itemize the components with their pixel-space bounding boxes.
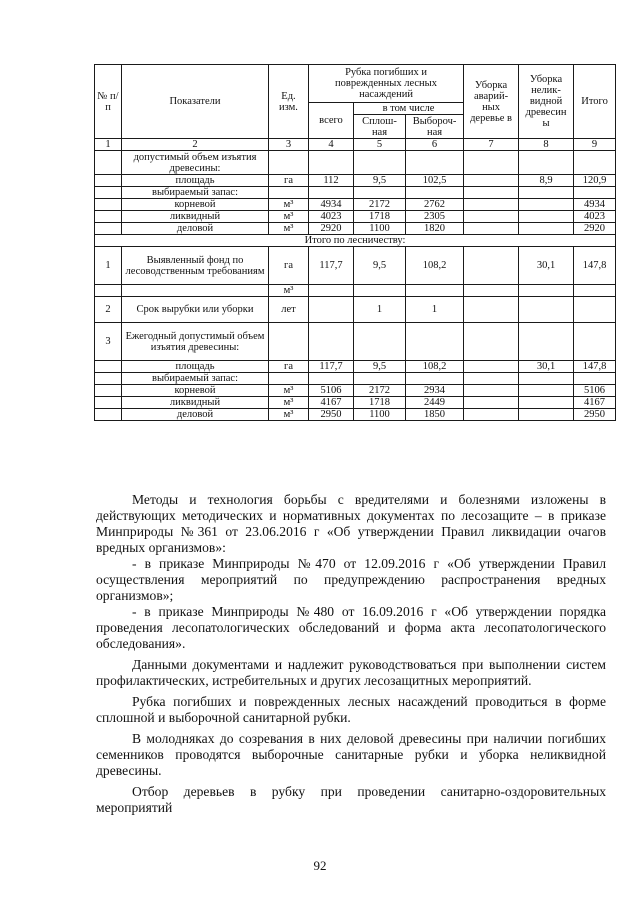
table-cell	[309, 285, 354, 297]
table-cell	[309, 187, 354, 199]
table-cell	[464, 409, 519, 421]
table-cell: 108,2	[406, 247, 464, 285]
table-row	[95, 211, 616, 223]
header-emergency: Уборка аварий-ных деревье в	[464, 65, 519, 139]
table-row	[95, 397, 616, 409]
table-cell: га	[269, 361, 309, 373]
table-cell	[519, 151, 574, 175]
table-cell: 112	[309, 175, 354, 187]
table-cell	[519, 373, 574, 385]
table-cell: 2950	[574, 409, 616, 421]
table-cell	[269, 373, 309, 385]
table-cell: 9,5	[354, 361, 406, 373]
table-cell	[519, 397, 574, 409]
table-cell: 9,5	[354, 175, 406, 187]
table-cell: м³	[269, 223, 309, 235]
table-cell: 2172	[354, 199, 406, 211]
column-number-cell: 1	[95, 139, 122, 151]
table-cell	[122, 285, 269, 297]
table-cell	[354, 285, 406, 297]
paragraph: - в приказе Минприроды №470 от 12.09.2016 г «Об утверждении Правил осуществления мероприятий по предупреждению распространения вредных организмов»;	[96, 556, 606, 603]
table-cell: 1718	[354, 211, 406, 223]
paragraph: Методы и технология борьбы с вредителями и болезнями изложены в действующих методических и нормативных документах по лесозащите – в приказе Минприроды №361 от 23.06.2016 г «Об утверждении Правил ликвидации очагов вредных организмов»:	[96, 492, 606, 555]
table-cell: 1100	[354, 409, 406, 421]
table-cell	[519, 285, 574, 297]
table-cell: 117,7	[309, 247, 354, 285]
table-cell: 9,5	[354, 247, 406, 285]
table-cell	[95, 373, 122, 385]
table-cell: м³	[269, 397, 309, 409]
table-cell: 147,8	[574, 361, 616, 373]
table-cell	[406, 187, 464, 199]
header-indicator: Показатели	[122, 65, 269, 139]
table-cell: 4167	[574, 397, 616, 409]
table-cell: Выявленный фонд по лесоводственным требованиям	[122, 247, 269, 285]
table-cell	[269, 323, 309, 361]
table-cell	[269, 151, 309, 175]
table-cell	[519, 297, 574, 323]
header-num: № п/п	[95, 65, 122, 139]
column-number-cell: 9	[574, 139, 616, 151]
table-cell: выбираемый запас:	[122, 373, 269, 385]
table-cell	[406, 323, 464, 361]
table-row	[95, 409, 616, 421]
header-unit: Ед. изм.	[269, 65, 309, 139]
paragraph: Данными документами и надлежит руководствоваться при выполнении систем профилактических, истребительных и других лесозащитных мероприятий.	[96, 657, 606, 688]
table-cell	[95, 409, 122, 421]
header-grand-total: Итого	[574, 65, 616, 139]
table-cell: 1820	[406, 223, 464, 235]
table-cell	[95, 285, 122, 297]
table-cell: 4934	[309, 199, 354, 211]
table-cell: м³	[269, 199, 309, 211]
table-cell: 108,2	[406, 361, 464, 373]
felling-table	[94, 64, 616, 421]
table-cell: 2920	[574, 223, 616, 235]
table-cell: 2762	[406, 199, 464, 211]
header-selective: Выбороч-ная	[406, 115, 464, 139]
table-cell: Ежегодный допустимый объем изъятия древесины:	[122, 323, 269, 361]
table-cell	[574, 297, 616, 323]
table-cell: площадь	[122, 175, 269, 187]
table-cell	[406, 151, 464, 175]
table-row	[95, 199, 616, 211]
table-cell	[519, 385, 574, 397]
table-cell	[95, 151, 122, 175]
table-cell	[464, 223, 519, 235]
header-felling-group: Рубка погибших и поврежденных лесных насаждений	[309, 65, 464, 103]
table-cell: 117,7	[309, 361, 354, 373]
header-illiquid: Уборка нелик-видной древесин ы	[519, 65, 574, 139]
section-title: Итого по лесничеству:	[95, 235, 616, 247]
table-cell: 4167	[309, 397, 354, 409]
table-cell: 30,1	[519, 361, 574, 373]
table-cell: 4934	[574, 199, 616, 211]
table-cell	[464, 385, 519, 397]
table-row	[95, 297, 616, 323]
table-row	[95, 223, 616, 235]
table-cell: ликвидный	[122, 397, 269, 409]
table-cell: Срок вырубки или уборки	[122, 297, 269, 323]
table-cell	[519, 187, 574, 199]
table-cell	[309, 373, 354, 385]
table-cell	[95, 361, 122, 373]
table-cell	[464, 247, 519, 285]
table-cell: 1	[95, 247, 122, 285]
table-cell	[354, 187, 406, 199]
table-cell: 1	[354, 297, 406, 323]
table-cell	[574, 323, 616, 361]
column-number-cell: 3	[269, 139, 309, 151]
table-row	[95, 175, 616, 187]
table-row	[95, 323, 616, 361]
table-cell: площадь	[122, 361, 269, 373]
column-number-cell: 6	[406, 139, 464, 151]
table-cell: 4023	[309, 211, 354, 223]
table-cell: лет	[269, 297, 309, 323]
table-cell	[269, 187, 309, 199]
table-cell	[95, 223, 122, 235]
body-text	[96, 492, 606, 816]
table-cell	[354, 151, 406, 175]
paragraph: Отбор деревьев в рубку при проведении санитарно-оздоровительных мероприятий	[96, 784, 606, 815]
table-cell	[574, 187, 616, 199]
table-cell: 2172	[354, 385, 406, 397]
page-number: 92	[313, 858, 327, 873]
table-cell	[519, 199, 574, 211]
table-cell: 5106	[309, 385, 354, 397]
table-cell	[464, 187, 519, 199]
paragraph: - в приказе Минприроды №480 от 16.09.2016 г «Об утверждении порядка проведения лесопатологических обследований и форма акта лесопатологического обследования».	[96, 604, 606, 651]
table-cell: 30,1	[519, 247, 574, 285]
table-cell	[95, 175, 122, 187]
table-cell	[354, 373, 406, 385]
header-clear: Сплош-ная	[354, 115, 406, 139]
column-number-cell: 4	[309, 139, 354, 151]
paragraph: Рубка погибших и поврежденных лесных насаждений проводиться в форме сплошной и выборочной санитарной рубки.	[96, 694, 606, 725]
table-cell: допустимый объем изъятия древесины:	[122, 151, 269, 175]
table-cell: 4023	[574, 211, 616, 223]
table-cell: 2449	[406, 397, 464, 409]
table-cell	[354, 323, 406, 361]
table-cell	[464, 373, 519, 385]
table-cell	[574, 151, 616, 175]
table-cell: 102,5	[406, 175, 464, 187]
table-cell: деловой	[122, 223, 269, 235]
table-cell: 147,8	[574, 247, 616, 285]
table-row	[95, 285, 616, 297]
table-cell	[406, 373, 464, 385]
table-cell: 1718	[354, 397, 406, 409]
table-cell	[574, 373, 616, 385]
table-cell: га	[269, 247, 309, 285]
table-cell: 2950	[309, 409, 354, 421]
table-row	[95, 385, 616, 397]
table-cell	[406, 285, 464, 297]
table-row	[95, 187, 616, 199]
table-cell	[309, 323, 354, 361]
table-cell	[464, 285, 519, 297]
column-number-row	[95, 139, 616, 151]
table-cell: 8,9	[519, 175, 574, 187]
table-cell	[464, 297, 519, 323]
table-cell	[464, 397, 519, 409]
table-cell: 1100	[354, 223, 406, 235]
column-number-cell: 8	[519, 139, 574, 151]
table-cell: м³	[269, 385, 309, 397]
table-cell	[519, 223, 574, 235]
table-cell: м³	[269, 409, 309, 421]
table-cell: 5106	[574, 385, 616, 397]
table-cell: 3	[95, 323, 122, 361]
table-cell: выбираемый запас:	[122, 187, 269, 199]
table-cell	[95, 199, 122, 211]
table-cell	[519, 409, 574, 421]
header-total: всего	[309, 103, 354, 139]
table-cell	[464, 199, 519, 211]
table-cell: м³	[269, 285, 309, 297]
table-cell	[464, 211, 519, 223]
column-number-cell: 7	[464, 139, 519, 151]
table-cell: 120,9	[574, 175, 616, 187]
table-cell	[519, 323, 574, 361]
table-cell	[309, 151, 354, 175]
table-cell: корневой	[122, 385, 269, 397]
section-row	[95, 235, 616, 247]
table-row	[95, 151, 616, 175]
table-cell: 1850	[406, 409, 464, 421]
table-cell: га	[269, 175, 309, 187]
column-number-cell: 5	[354, 139, 406, 151]
table-cell: деловой	[122, 409, 269, 421]
table-cell: 2934	[406, 385, 464, 397]
table-cell: корневой	[122, 199, 269, 211]
table-cell	[464, 361, 519, 373]
table-row	[95, 373, 616, 385]
table-cell	[95, 397, 122, 409]
table-row	[95, 361, 616, 373]
table-cell	[95, 211, 122, 223]
header-incl: в том числе	[354, 103, 464, 115]
table-cell: 2920	[309, 223, 354, 235]
table-cell: ликвидный	[122, 211, 269, 223]
table-cell	[309, 297, 354, 323]
paragraph: В молодняках до созревания в них деловой древесины при наличии погибших семенников проводятся выборочные санитарные рубки и уборка неликвидной древесины.	[96, 731, 606, 778]
table-cell	[519, 211, 574, 223]
table-cell	[464, 323, 519, 361]
table-cell: м³	[269, 211, 309, 223]
table-row	[95, 247, 616, 285]
table-cell	[574, 285, 616, 297]
table-cell	[464, 175, 519, 187]
column-number-cell: 2	[122, 139, 269, 151]
table-cell: 2	[95, 297, 122, 323]
table-cell: 1	[406, 297, 464, 323]
table-cell	[95, 187, 122, 199]
table-cell	[95, 385, 122, 397]
table-cell	[464, 151, 519, 175]
table-cell: 2305	[406, 211, 464, 223]
